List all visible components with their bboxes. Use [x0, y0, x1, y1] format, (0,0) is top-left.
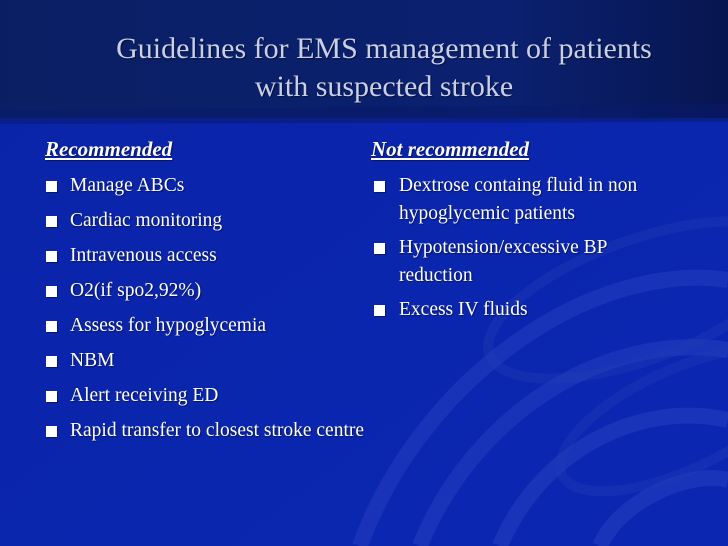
not-recommended-list — [371, 172, 671, 324]
square-bullet-icon — [374, 243, 385, 254]
recommended-column — [45, 136, 365, 452]
list-item-text: Cardiac monitoring — [70, 210, 223, 231]
list-item — [371, 172, 671, 228]
square-bullet-icon — [46, 251, 57, 262]
list-item — [45, 207, 365, 235]
list-item-text: Intravenous access — [70, 245, 217, 266]
list-item — [371, 296, 671, 324]
list-item-text: Alert receiving ED — [70, 385, 219, 406]
square-bullet-icon — [46, 286, 57, 297]
list-item — [45, 277, 365, 305]
list-item — [45, 347, 365, 375]
title-line-1: Guidelines for EMS management of patients — [116, 32, 652, 65]
square-bullet-icon — [46, 391, 57, 402]
square-bullet-icon — [46, 356, 57, 367]
list-item-text: Manage ABCs — [70, 175, 185, 196]
title-line-2: with suspected stroke — [254, 70, 514, 103]
list-item-text: Hypotension/excessive BP reduction — [399, 237, 607, 286]
list-item — [45, 312, 365, 340]
list-item-text: Excess IV fluids — [399, 299, 528, 320]
not-recommended-heading: Not recommended — [371, 137, 530, 161]
list-item — [45, 242, 365, 270]
list-item — [371, 234, 671, 290]
recommended-heading: Recommended — [45, 137, 173, 161]
list-item-text: Rapid transfer to closest stroke centre — [70, 420, 365, 441]
square-bullet-icon — [374, 305, 385, 316]
list-item-text: Dextrose containg fluid in non hypoglycemic patients — [399, 175, 638, 224]
square-bullet-icon — [46, 216, 57, 227]
list-item-text: O2(if spo2,92%) — [70, 280, 202, 301]
not-recommended-column — [371, 136, 671, 330]
list-item — [45, 382, 365, 410]
list-item — [45, 172, 365, 200]
square-bullet-icon — [46, 181, 57, 192]
list-item-text: Assess for hypoglycemia — [70, 315, 267, 336]
square-bullet-icon — [46, 321, 57, 332]
square-bullet-icon — [46, 426, 57, 437]
list-item — [45, 417, 365, 445]
list-item-text: NBM — [70, 350, 115, 371]
slide-title — [40, 30, 728, 106]
square-bullet-icon — [374, 181, 385, 192]
recommended-list — [45, 172, 365, 445]
